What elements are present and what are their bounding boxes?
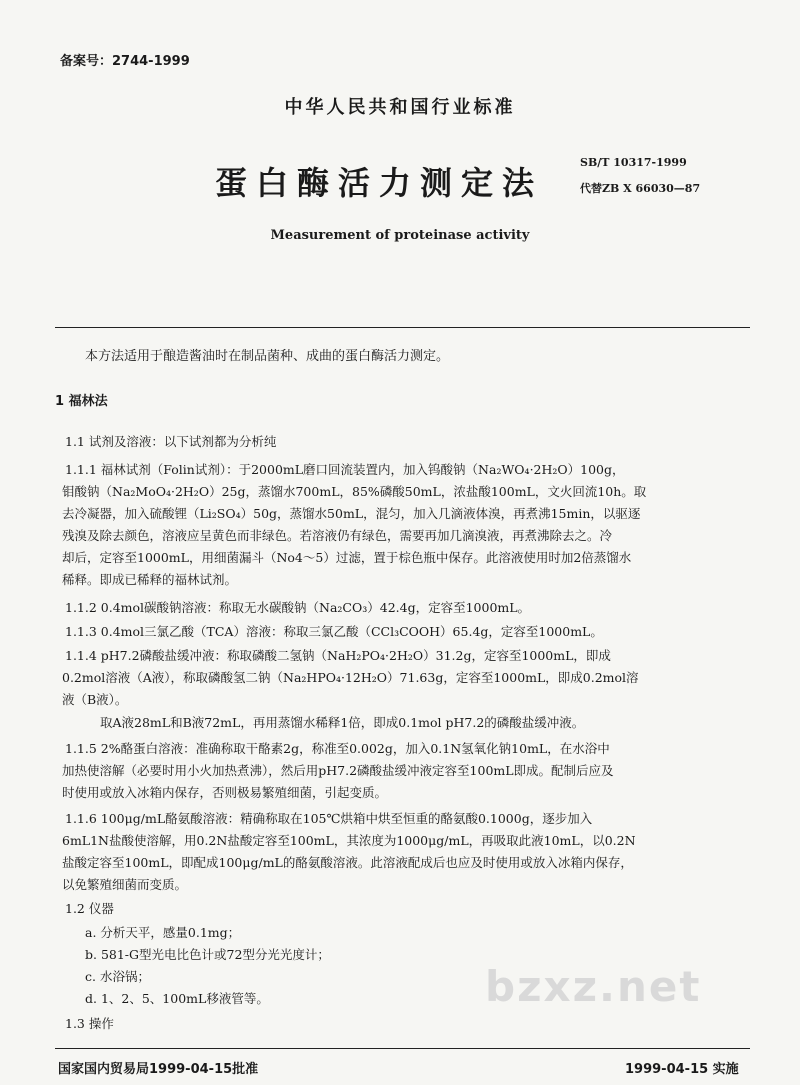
body-line: 盐酸定容至100mL，即配成100μg/mL的酪氨酸溶液。此溶液配成后也应及时使用或放入冰箱内保存， <box>62 855 633 870</box>
standard-type-header: 中华人民共和国行业标准 <box>284 97 516 118</box>
body-line: 钼酸钠（Na₂MoO₄·2H₂O）25g，蒸馏水700mL，85%磷酸50mL，浓盐酸100mL，文火回流10h。取 <box>62 484 647 499</box>
body-line: 却后，定容至1000mL，用细菌漏斗（No4～5）过滤，置于棕色瓶中保存。此溶液使用时加2倍蒸馏水 <box>62 550 632 565</box>
body-line: b. 581-G型光电比色计或72型分光光度计； <box>85 947 330 962</box>
body-line: 6mL1N盐酸使溶解，用0.2N盐酸定容至100mL，其浓度为1000μg/mL，再吸取此液10mL，以0.2N <box>62 833 636 848</box>
body-line: 时使用或放入冰箱内保存，否则极易繁殖细菌，引起变质。 <box>62 785 388 800</box>
section-heading: 1 福林法 <box>55 394 108 409</box>
body-line: 以免繁殖细菌而变质。 <box>62 877 188 892</box>
body-line: d. 1、2、5、100mL移液管等。 <box>85 991 269 1006</box>
english-title: Measurement of proteinase activity <box>270 228 530 243</box>
body-line: 液（B液）。 <box>62 692 128 707</box>
body-line: 1.1.3 0.4mol三氯乙酸（TCA）溶液：称取三氯乙酸（CCl₃COOH）65.4g，定容至1000mL。 <box>65 624 603 639</box>
watermark: bzxz.net <box>485 962 702 1011</box>
body-line: 1.1 试剂及溶液：以下试剂都为分析纯 <box>65 434 277 449</box>
body-line: 0.2mol溶液（A液），称取磷酸氢二钠（Na₂HPO₄·12H₂O）71.63g，定容至1000mL，即成0.2mol溶 <box>62 670 639 685</box>
standard-code: SB/T 10317-1999 <box>580 156 687 169</box>
body-line: a. 分析天平，感量0.1mg； <box>85 925 241 940</box>
body-line: c. 水浴锅； <box>85 969 150 984</box>
implementation-date: 1999-04-15 实施 <box>625 1062 739 1077</box>
body-line: 残溴及除去颜色，溶液应呈黄色而非绿色。若溶液仍有绿色，需要再加几滴溴液，再煮沸除去之。冷 <box>62 528 613 543</box>
body-line: 加热使溶解（必要时用小火加热煮沸），然后用pH7.2磷酸盐缓冲液定容至100mL即成。配制后应及 <box>62 763 614 778</box>
body-line: 1.1.4 pH7.2磷酸盐缓冲液：称取磷酸二氢钠（NaH₂PO₄·2H₂O）31.2g，定容至1000mL，即成 <box>65 648 611 663</box>
document-title: 蛋白酶活力测定法 <box>215 164 544 202</box>
replaced-standard-code: 代替ZB X 66030—87 <box>580 182 701 195</box>
body-line: 去冷凝器，加入硫酸锂（Li₂SO₄）50g，蒸馏水50mL，混匀，加入几滴液体溴，再煮沸15min，以驱逐 <box>62 506 641 521</box>
body-line: 1.1.2 0.4mol碳酸钠溶液：称取无水碳酸钠（Na₂CO₃）42.4g，定容至1000mL。 <box>65 600 531 615</box>
body-line: 取A液28mL和B液72mL，再用蒸馏水稀释1倍，即成0.1mol pH7.2的磷酸盐缓冲液。 <box>100 715 585 730</box>
footer-divider <box>55 1048 750 1049</box>
body-line: 1.1.6 100μg/mL酪氨酸溶液：精确称取在105℃烘箱中烘至恒重的酪氨酸0.1000g，逐步加入 <box>65 811 593 826</box>
header-divider <box>55 327 750 328</box>
approval-date: 国家国内贸易局1999-04-15批准 <box>58 1062 259 1077</box>
body-line: 1.3 操作 <box>65 1016 114 1031</box>
body-line: 1.2 仪器 <box>65 901 114 916</box>
body-line: 1.1.5 2%酪蛋白溶液：准确称取干酪素2g，称准至0.002g，加入0.1N氢氧化钠10mL，在水浴中 <box>65 741 610 756</box>
scope-paragraph: 本方法适用于酿造酱油时在制品菌种、成曲的蛋白酶活力测定。 <box>85 349 450 364</box>
filing-number: 备案号：2744-1999 <box>60 54 190 69</box>
body-line: 稀释。即成已稀释的福林试剂。 <box>62 572 238 587</box>
body-line: 1.1.1 福林试剂（Folin试剂）：于2000mL磨口回流装置内，加入钨酸钠（Na₂WO₄·2H₂O）100g， <box>65 462 625 477</box>
